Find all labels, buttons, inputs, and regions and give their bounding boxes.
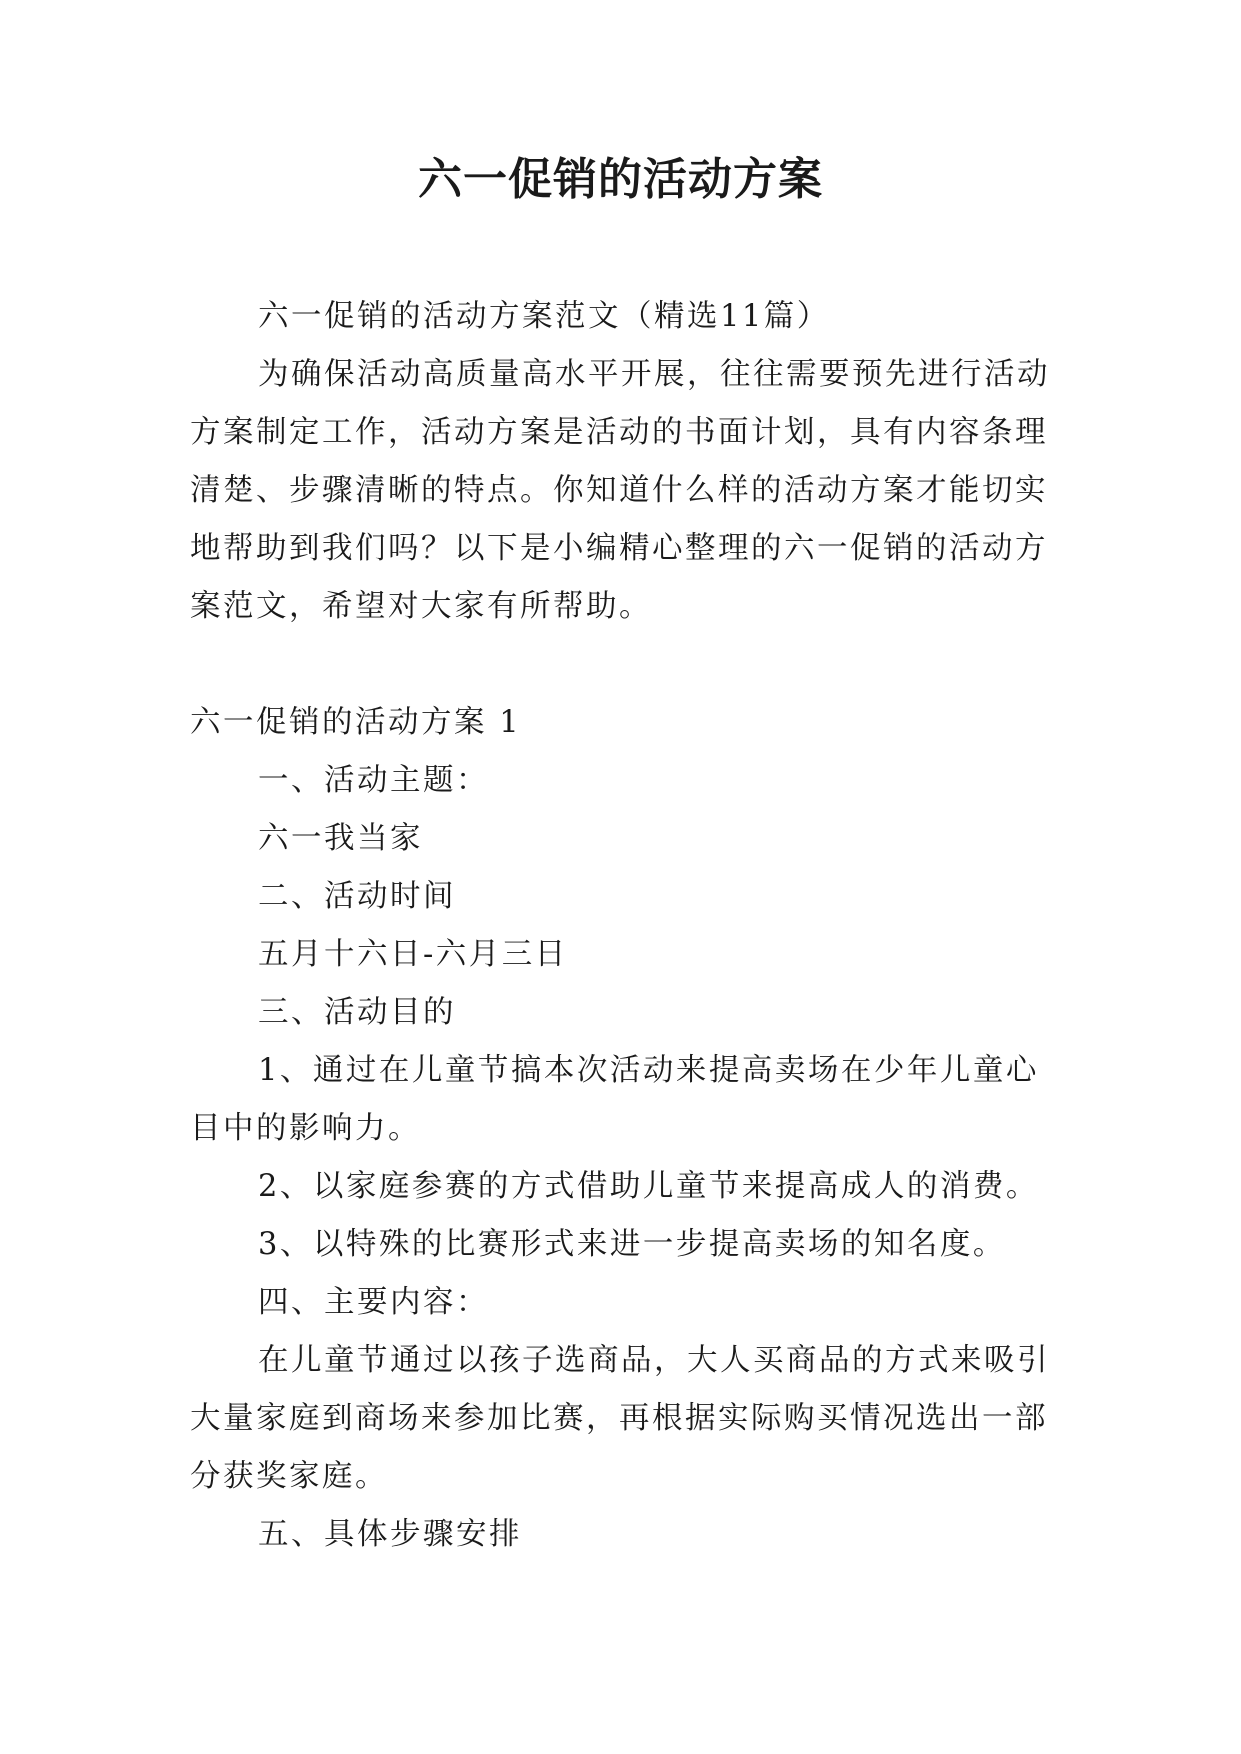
paragraph-purpose-heading: 三、活动目的: [258, 995, 456, 1030]
paragraph-theme: 六一我当家: [258, 821, 423, 856]
intro-paragraph: 为确保活动高质量高水平开展，往往需要预先进行活动方案制定工作，活动方案是活动的书面计划，具有内容条理清楚、步骤清晰的特点。你知道什么样的活动方案才能切实地帮助到我们吗？以下是小编精心整理的六一促销的活动方案范文，希望对大家有所帮助。: [190, 357, 1050, 624]
subtitle: 六一促销的活动方案范文（精选11篇）: [258, 299, 830, 334]
paragraph-gap: [190, 636, 1050, 694]
paragraph-purpose-2: 2、以家庭参赛的方式借助儿童节来提高成人的消费。: [258, 1169, 1039, 1204]
document-title: 六一促销的活动方案: [418, 154, 823, 205]
paragraph-time: 五月十六日-六月三日: [258, 937, 568, 972]
paragraph-content: 在儿童节通过以孩子选商品，大人买商品的方式来吸引大量家庭到商场来参加比赛，再根据实际购买情况选出一部分获奖家庭。: [190, 1343, 1050, 1494]
document-body: [190, 288, 1050, 1564]
paragraph-time-heading: 二、活动时间: [258, 879, 456, 914]
paragraph-steps-heading: 五、具体步骤安排: [258, 1517, 522, 1552]
paragraph-theme-heading: 一、活动主题：: [258, 763, 489, 798]
paragraph-purpose-3: 3、以特殊的比赛形式来进一步提高卖场的知名度。: [258, 1227, 1006, 1262]
paragraph-purpose-1: 1、通过在儿童节搞本次活动来提高卖场在少年儿童心目中的影响力。: [190, 1053, 1039, 1146]
paragraph-content-heading: 四、主要内容：: [258, 1285, 489, 1320]
section-heading: 六一促销的活动方案 1: [190, 705, 522, 740]
